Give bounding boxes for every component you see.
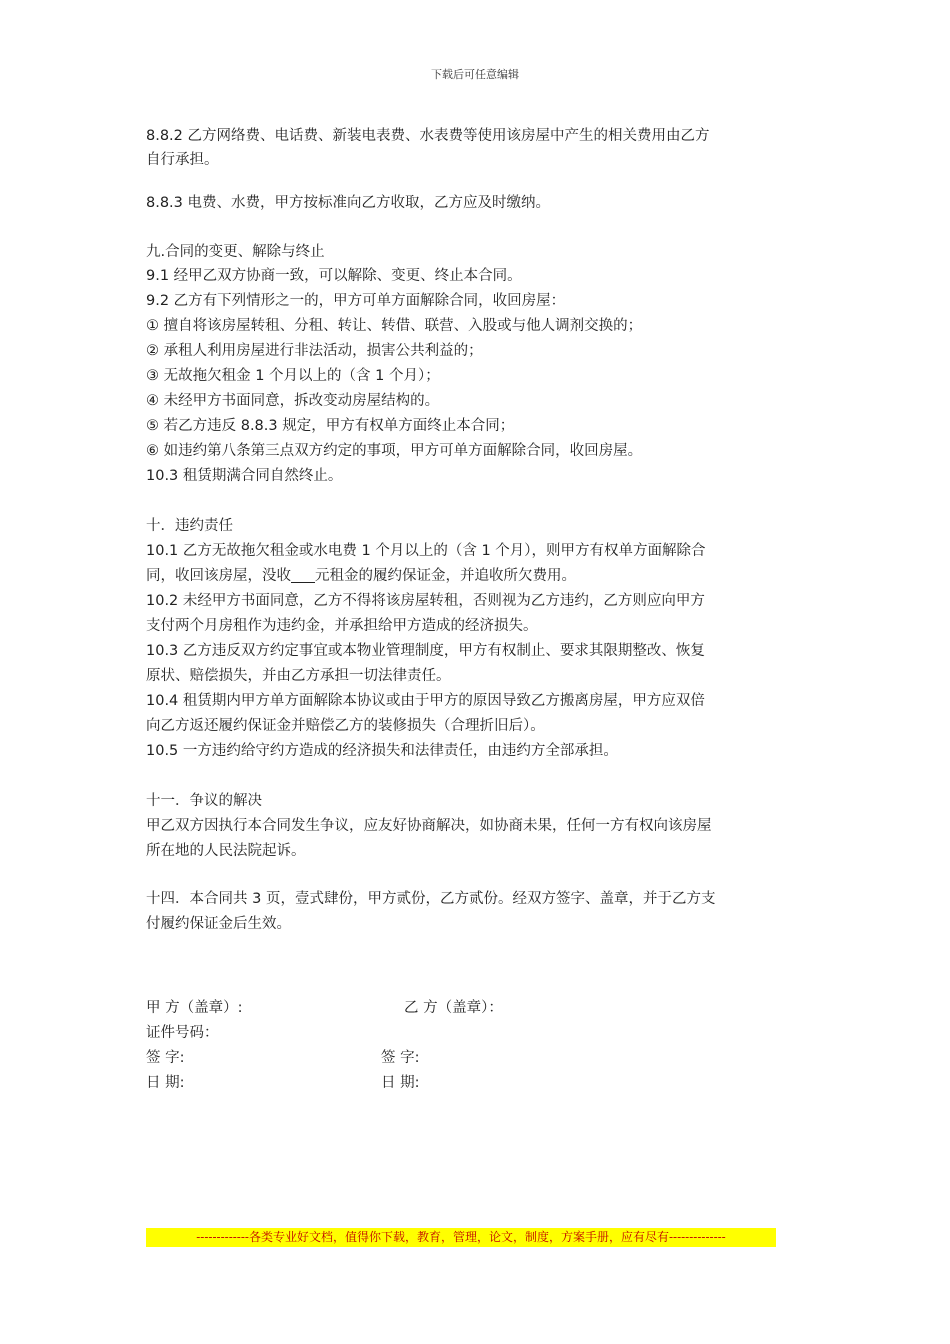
section-14-line1: 十四．本合同共 3 页，壹式肆份，甲方贰份，乙方贰份。经双方签字、盖章，并于乙方支 — [146, 891, 716, 907]
clause-10-1-line2 — [146, 564, 576, 588]
section-14-line2: 付履约保证金后生效。 — [146, 916, 291, 932]
clause-10-3-line1: 10.3 乙方违反双方约定事宜或本物业管理制度，甲方有权制止、要求其限期整改、恢复 — [146, 643, 705, 659]
party-a-sign-label: 签 字: — [146, 1050, 185, 1066]
clause-10-4-line1: 10.4 租赁期内甲方单方面解除本协议或由于甲方的原因导致乙方搬离房屋，甲方应双倍 — [146, 693, 705, 709]
section-11-line2: 所在地的人民法院起诉。 — [146, 843, 306, 859]
clause-9-2: 9.2 乙方有下列情形之一的，甲方可单方面解除合同，收回房屋： — [146, 293, 566, 309]
section-11-title: 十一．争议的解决 — [146, 793, 262, 809]
id-number-label: 证件号码： — [146, 1025, 219, 1041]
clause-10-2-line1: 10.2 未经甲方书面同意，乙方不得将该房屋转租，否则视为乙方违约，乙方则应向甲方 — [146, 593, 705, 609]
clause-8-8-3: 8.8.3 电费、水费，甲方按标准向乙方收取，乙方应及时缴纳。 — [146, 195, 551, 211]
clause-10-1-text-a: 同，收回该房屋，没收 — [146, 568, 291, 584]
section-9-title: 九.合同的变更、解除与终止 — [146, 244, 325, 260]
party-a-seal-label: 甲 方（盖章）: — [146, 1000, 243, 1016]
party-a-date-label: 日 期: — [146, 1075, 185, 1091]
clause-10-1-line1: 10.1 乙方无故拖欠租金或水电费 1 个月以上的（含 1 个月），则甲方有权单方面解除合 — [146, 543, 706, 559]
section-10-title: 十．违约责任 — [146, 518, 233, 534]
deposit-amount-blank[interactable] — [291, 566, 315, 583]
page-header: 下载后可任意编辑 — [431, 68, 519, 81]
section-11-line1: 甲乙双方因执行本合同发生争议，应友好协商解决，如协商未果，任何一方有权向该房屋 — [146, 818, 712, 834]
clause-8-8-2-line1: 8.8.2 乙方网络费、电话费、新装电表费、水表费等使用该房屋中产生的相关费用由乙方 — [146, 128, 710, 144]
clause-9-2-item2: ② 承租人利用房屋进行非法活动，损害公共利益的； — [146, 343, 483, 359]
party-b-date-label: 日 期: — [381, 1075, 420, 1091]
clause-10-1-text-b: 元租金的履约保证金，并追收所欠费用。 — [315, 568, 576, 584]
clause-9-2-item3: ③ 无故拖欠租金 1 个月以上的（含 1 个月）； — [146, 368, 440, 384]
clause-9-1: 9.1 经甲乙双方协商一致，可以解除、变更、终止本合同。 — [146, 268, 522, 284]
clause-9-2-item6: ⑥ 如违约第八条第三点双方约定的事项，甲方可单方面解除合同，收回房屋。 — [146, 443, 643, 459]
clause-10-2-line2: 支付两个月房租作为违约金，并承担给甲方造成的经济损失。 — [146, 618, 538, 634]
party-b-seal-label: 乙 方（盖章）： — [404, 1000, 503, 1016]
party-b-sign-label: 签 字: — [381, 1050, 420, 1066]
clause-9-2-item4: ④ 未经甲方书面同意，拆改变动房屋结构的。 — [146, 393, 440, 409]
clause-9-2-item5: ⑤ 若乙方违反 8.8.3 规定，甲方有权单方面终止本合同； — [146, 418, 515, 434]
clause-8-8-2-line2: 自行承担。 — [146, 152, 219, 168]
clause-9-2-item1: ① 擅自将该房屋转租、分租、转让、转借、联营、入股或与他人调剂交换的； — [146, 318, 643, 334]
clause-10-5: 10.5 一方违约给守约方造成的经济损失和法律责任，由违约方全部承担。 — [146, 743, 618, 759]
clause-10-3-end: 10.3 租赁期满合同自然终止。 — [146, 468, 343, 484]
promo-footer-banner: -------------各类专业好文档，值得你下载，教育，管理，论文，制度，方案手册，应有尽有-------------- — [146, 1228, 776, 1247]
clause-10-4-line2: 向乙方返还履约保证金并赔偿乙方的装修损失（合理折旧后）。 — [146, 718, 545, 734]
clause-10-3-line2: 原状、赔偿损失，并由乙方承担一切法律责任。 — [146, 668, 451, 684]
